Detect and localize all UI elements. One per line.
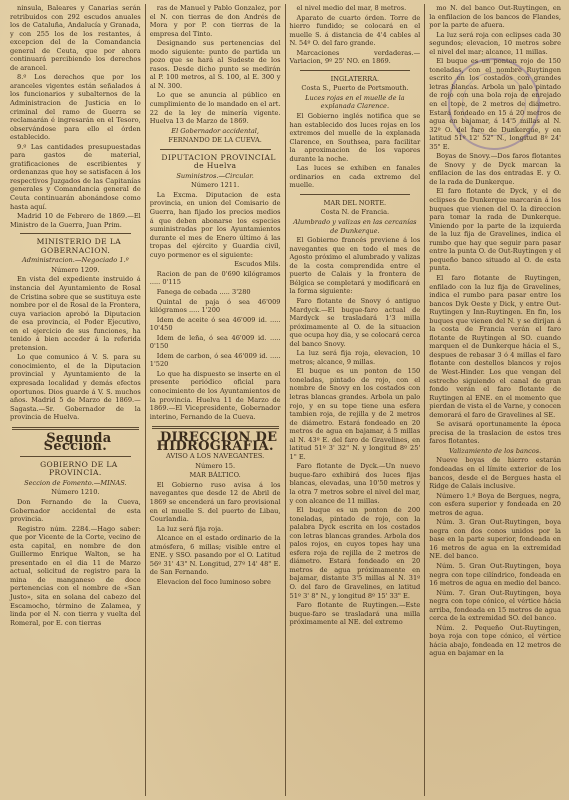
italic-subheading: Administracion.—Negociado 1.º bbox=[21, 256, 129, 265]
paragraph: Fanega de cebada ..... 3'280 bbox=[156, 287, 251, 296]
paragraph: Idem de aceite ó sea 46'009 id. ..... 10'450 bbox=[149, 315, 281, 333]
paragraph: Faro flotante de Ruytingen.—Este buque-faro se trasladará una milla próximamente al NE. del extremo bbox=[289, 601, 421, 627]
paragraph: ninsula, Baleares y Canarias serán retribuidos con 292 escudos anuales los de Cataluña, Andalucía y Granada, y con 255 los de los restantes, á excepcion del de la Comandancia general de Ceuta, que por ahora continuará percibiendo los derechos de arancel. bbox=[10, 4, 141, 72]
paragraph: Boyas de Snovy.—Dos faros flotantes de Snovy y de Dyck marcan la enfilacion de las dos entradas E. y O. de la rada de Dunkerque. bbox=[429, 152, 561, 186]
paragraph: El faro flotante de Ruytingen, enfilado con la luz fija de Gravelines, indica el rumbo para pasar entre los bancos Dyk Oeste y Dick, y entre Out-Ruytingen y Inn-Ruytingen. En fin, los buques que vienen del N. y se dirijan á la costa de Francia verán el faro flotante de Ruytingen al SO. cuando marquen el de Dunkerque hácia el S., despues de rebasar 3 ó 4 millas el faro flotante con destellos blancos y rojos de West-Hinder. Los que vengan del estrecho siguiendo el canal de gran fondo verán el faro flotante de Ruytingen al ENE. en el momento que pierdan de vista el de Varne, y conocen demorará el faro de Gravelines al SE. bbox=[429, 273, 561, 419]
centered-line: MAR DEL NORTE. bbox=[323, 198, 387, 207]
paragraph: Elevacion del foco luminoso sobre bbox=[156, 577, 271, 586]
paragraph: El buque es un ponton de 150 toneladas, pintado de rojo, con el nombre de Snovy en los costados con letras blancas grandes. Arbola un palo rojo, y en su tope tiene una esfera tambien roja, de rejilla y de 2 metros de diámetro. Estará fondeado en 20 metros de agua en bajamar, á 5 millas al N. 43º E. del faro de Gravelines, en latitud 51º 3' 32" N. y longitud 8º 25' 1" E. bbox=[289, 367, 421, 461]
paragraph: La luz será fija roja, elevacion, 10 metros; alcance, 9 millas. bbox=[289, 349, 421, 366]
paragraph: Racion de pan de 0'690 kilógramos ..... 0'115 bbox=[149, 269, 281, 287]
column-2 bbox=[146, 4, 286, 796]
right-aligned-line: Escudos Mils. bbox=[234, 260, 281, 269]
paragraph: Número 1.º Boya de Bergues, negra, con esfera superior y fondeada en 20 metros de agua. bbox=[429, 491, 561, 517]
paragraph: Aparato de cuarto órden. Torre de hierro fundido; se colocará en el muelle S. á distancia de 4'4 cables al N. 54º O. del faro grande. bbox=[289, 13, 421, 48]
paragraph: Núm. 7. Gran Out-Ruytingen, boya negra con tope cónico, el vértice hácia arriba, fondeada en 15 metros de agua cerca de la extremidad SO. del banco. bbox=[429, 588, 561, 623]
centered-line: Costa S., Puerto de Portsmouth. bbox=[301, 84, 409, 93]
centered-line: Número 15. bbox=[195, 461, 236, 470]
paragraph: Don Fernando de la Cueva, Gobernador accidental de esta provincia. bbox=[10, 497, 141, 524]
divider bbox=[300, 194, 411, 195]
divider bbox=[300, 70, 411, 71]
paragraph: El faro flotante de Dyck, y el de eclipses de Dunkerque marcarán á los buques que vienen del O. la direccion para tomar la rada de Dunkerque. Viniendo por la parte de la izquierda de la luz fija de Gravelines, indica el rumbo que hay que seguir para pasar entre la punta O. de Out-Ruytingen y el pequeño banco situado al O. de esta punta. bbox=[429, 187, 561, 273]
divider bbox=[160, 149, 271, 150]
paragraph: En vista del expediente instruido á instancia del Ayuntamiento de Rosal de Cristina sobre que se sustituya este nombre por el de Rosal de la Frontera, cuya variacion aprobó la Diputacion de esa provincia, el Poder Ejecutivo, en el ejercicio de sus funciones, ha tenido á bien acceder á la referida pretension. bbox=[10, 275, 141, 352]
italic-subheading: Suministros.—Circular. bbox=[176, 171, 254, 180]
paragraph: Madrid 10 de Febrero de 1869.—El Ministro de la Guerra, Juan Prim. bbox=[10, 212, 141, 229]
paragraph: Núm. 5. Gran Out-Ruytingen, boya negra con tope cilíndrico, fondeada en 16 metros de agua en medio del banco. bbox=[429, 562, 561, 588]
section-title: DIRECCION DE HIDROGRAFIA. bbox=[156, 430, 278, 454]
column-1 bbox=[6, 4, 146, 796]
divider bbox=[12, 427, 139, 430]
paragraph: 9.º Las cantidades presupuestadas para gastos de material, gratificaciones de escribientes y ordenanzas que hoy se satisfacen á los respectivos Juzgados de las Capitanías generales y Comandancia general de Ceuta continuarán abonándose como hasta aquí. bbox=[10, 142, 141, 211]
paragraph: Idem de carbon, ó sea 46'009 id. ..... 1'520 bbox=[149, 351, 281, 369]
italic-subheading: Luces rojas en el muelle de la explanada Clarence. bbox=[305, 93, 405, 111]
divider bbox=[20, 233, 131, 234]
paragraph: Lo que ha dispuesto se inserte en el presente periódico oficial para conocimiento de los Ayuntamientos de la provincia. Huelva 11 de Marzo de 1869.—El Vicepresidente, Gobernador interino, Fernando de la Cueva. bbox=[149, 369, 281, 421]
italic-subheading: Valizamiento de los bancos. bbox=[448, 446, 542, 455]
section-heading: MINISTERIO DE LA GOBERNACION. bbox=[36, 237, 122, 255]
section-heading: GOBIERNO DE LA PROVINCIA. bbox=[40, 459, 118, 478]
paragraph: Marcaciones verdaderas.—Variacion, 9º 25' NO. en 1869. bbox=[289, 48, 421, 66]
centered-line: Número 1210. bbox=[51, 488, 100, 497]
centered-line: AVISO A LOS NAVEGANTES. bbox=[166, 452, 265, 461]
paragraph: El buque es un ponton de 200 toneladas, pintado de rojo, con la palabra Dyck escrita en los costados con letras blancas grandes. Arbola dos palos rojos, en cuyos topes hay una esfera roja de rejilla de 2 metros de diámetro. Estará fondeado en 20 metros de agua próximamente en bajamar, distante 3'5 millas al N. 31º O. del faro de Gravelines, en latitud 51º 3' 8" N., y longitud 8º 15' 33" E. bbox=[289, 506, 421, 600]
centered-line: Número 1211. bbox=[190, 181, 240, 190]
paragraph: Quintal de paja ó sea 46'009 kilógramos ..... 1'200 bbox=[149, 297, 281, 315]
paragraph: El Gobierno francés previene á los navegantes que en todo el mes de Agosto próximo el alumbrado y valizas de la costa comprendida entre el puerto de Calais y la frontera de Bélgica se completará y modificará en la forma siguiente: bbox=[289, 236, 421, 296]
paragraph: Alcance en el estado ordinario de la atmósfera, 6 millas; visible entre el ENE. y SSO. pasando por el O. Latitud 56º 31' 43" N. Longitud, 27º 14' 48" E. de San Fernando. bbox=[149, 534, 281, 577]
paragraph: El Gobierno ruso avisa á los navegantes que desde 12 de Abril de 1869 se encenderá un faro provisional en el muelle S. del puerto de Libau, Courlandia. bbox=[149, 480, 281, 524]
paragraph: La luz será fija roja. bbox=[156, 524, 224, 533]
paragraph: Faro flotante de Dyck.—Un nuevo buque-faro exhibirá dos luces fijas blancas, elevadas, una 10'50 metros y la otra 7 metros sobre el nivel del mar, y con alcance de 11 millas. bbox=[289, 462, 421, 505]
centered-line: INGLATERRA. bbox=[330, 74, 380, 83]
divider bbox=[20, 456, 131, 457]
paragraph: El Gobierno inglés notifica que se han establecido dos luces rojas en los extremos del muelle de la explanada Clarence, en Southsea, para facilitar la aproximacion de los vapores durante la noche. bbox=[289, 112, 421, 163]
paragraph: La luz será roja con eclipses cada 30 segundos; elevacion, 10 metros sobre el nivel del mar; alcance, 11 millas. bbox=[429, 30, 561, 56]
paragraph: Designando sus pertenencias del modo siguiente: punto de partida un pozo que se hará al Sudeste de los rasos. Desde dicho punto se medirán al P. 100 metros, al S. 100, al E. 300 y al N. 300. bbox=[149, 39, 281, 90]
column-4 bbox=[425, 4, 565, 796]
centered-line: FERNANDO DE LA CUEVA. bbox=[168, 136, 262, 145]
section-heading: DIPUTACION PROVINCIAL de Huelva bbox=[161, 152, 276, 171]
columns-container bbox=[6, 4, 565, 796]
italic-subheading: El Gobernador accidental, bbox=[171, 126, 259, 135]
paragraph: Faro flotante de Snovy ó antiguo Mardyck.—El buque-faro actual de Mardyck se trasladará 1'3 milla próximamente al O. de la situacion que ocupa hoy dia, y se colocará cerca del banco Snovy. bbox=[289, 296, 421, 348]
paragraph: Núm. 3. Gran Out-Ruytingen, boya negra con dos conos unidos por la base en la parte superior, fondeada en 16 metros de agua en la extremidad NE. del banco. bbox=[429, 518, 561, 561]
paragraph: Registro núm. 2284.—Hago saber: que por Vicente de la Corte, vecino de esta capital, en nombre de don Guillermo Enrique Walton, se ha presentado en el dia 11 de Marzo actual, solicitud de registro para la mina de manganeso de doce pertenencias con el nombre de «San Justo», sita en solana del cabezo del Escamocho, término de Zalamea, y linda por el N. con tierra y vuelta del Romeral, por E. con tierras bbox=[10, 524, 141, 627]
paragraph: El buque es un ponton rojo de 150 toneladas, con el nombre Ruytingen escrito en los costados con grandes letras blancas. Arbola un palo pintado de rojo con una bola roja de enrejado en el tope, de 2 metros de diámetro. Estará fondeado en 15 á 20 metros de agua en bajamar, á 14'5 millas al N. 32º O. del faro de Dunkerque, y en latitud 51º 12' 52" N., longitud 8º 24' 35" E. bbox=[429, 57, 561, 151]
column-3 bbox=[286, 4, 426, 796]
paragraph: Núm. 2. Pequeño Out-Ruytingen, boya roja con tope cónico, el vértice hácia abajo, fondeada en 12 metros de agua en bajamar en la bbox=[429, 623, 561, 658]
paragraph: Lo que comunico á V. S. para su conocimiento, el de la Diputacion provincial y Ayuntamiento de la expresada localidad y demás efectos oportunos. Dios guarde á V. S. muchos años. Madrid 5 de Marzo de 1869.—Sagasta.—Sr. Gobernador de la provincia de Huelva. bbox=[10, 353, 141, 422]
paragraph: el nivel medio del mar, 8 metros. bbox=[296, 4, 407, 12]
paragraph: Idem de leña, ó sea 46'009 id. ..... 0'150 bbox=[149, 333, 281, 351]
paragraph: mo N. del banco Out-Ruytingen, en la enfilacion de los bancos de Flandes, por la parte de afuera. bbox=[429, 4, 561, 30]
section-title: Segunda Seccion. bbox=[43, 430, 112, 455]
paragraph: Nueve boyas de hierro estarán fondeadas en el límite exterior de los bancos, desde el de Bergues hasta el Ridge de Calais inclusive. bbox=[429, 456, 561, 491]
paragraph: Se avisará oportunamente la época precisa de la traslacion de estos tres faros flotantes. bbox=[429, 420, 561, 446]
italic-subheading: Alumbrado y valizas en las cercanías de Dunkerque. bbox=[293, 218, 417, 235]
centered-line: MAR BÁLTICO. bbox=[189, 471, 241, 480]
paragraph: ras de Manuel y Pablo Gonzalez, por el N. con tierras de don Andrés de Mora y por P. con tierras de la empresa del Tinto. bbox=[149, 4, 281, 38]
paragraph: Las luces se exhiben en fanales ordinarios en cada extremo del muelle. bbox=[289, 164, 421, 190]
paragraph: Lo que se anuncia al público en cumplimiento de lo mandado en el art. 22 de la ley de minería vigente. Huelva 13 de Marzo de 1869. bbox=[149, 91, 281, 126]
paragraph: La Excma. Diputacion de esta provincia, en union del Comisario de Guerra, han fijado los precios medios á que deben abonarse los especies suministradas por los Ayuntamientos durante el mes de Enero último á las tropas del ejército y Guardia civil, cuyo pormenor es el siguiente: bbox=[149, 190, 281, 259]
divider bbox=[152, 426, 279, 429]
paragraph: 8.º Los derechos que por los aranceles vigentes están señalados á los funcionarios y subalternos de la Administracion de Justicia en lo criminal del ramo de Guerra se reclamarán é ingresarán en el Tesoro, observándose para ello el órden establecido. bbox=[10, 73, 141, 142]
centered-line: Costa N. de Francia. bbox=[320, 208, 390, 217]
centered-line: Número 1209. bbox=[51, 265, 100, 274]
italic-subheading: Seccion de Fomento.—MINAS. bbox=[24, 478, 127, 487]
